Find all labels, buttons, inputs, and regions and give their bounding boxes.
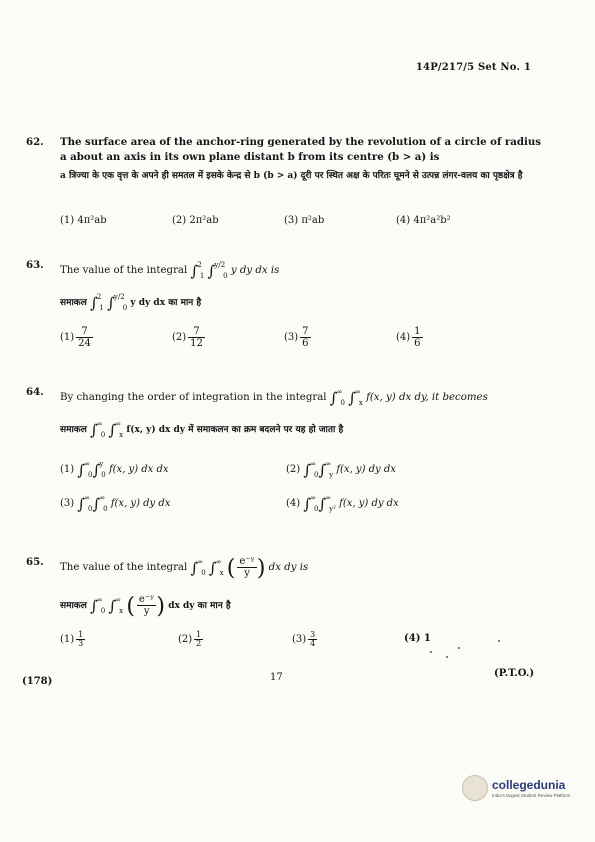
option-1: (1) 4π²ab <box>60 215 107 226</box>
pto-label: (P.T.O.) <box>494 668 535 679</box>
integral-sign: ∫ <box>90 597 98 615</box>
question-number: 64. <box>26 386 44 398</box>
option-2: (2) ∫∞0∫∞y f(x, y) dy dx <box>286 460 396 479</box>
option-2: (2) 2π²ab <box>172 215 219 226</box>
option-3: (3) ∫∞0∫∞0 f(x, y) dy dx <box>60 494 171 513</box>
integral-sign: ∫ <box>348 389 357 407</box>
option-1: (1) ∫∞0∫y0 f(x, y) dx dx <box>60 460 169 479</box>
question-text-en: By changing the order of integration in the integral <box>60 392 327 403</box>
question-number: 63. <box>26 259 44 271</box>
option-4: (4) 1 <box>404 633 431 644</box>
option-1: (1) $\frac{7}{24}$ <box>60 326 91 349</box>
option-3: (3) $\frac{7}{6}$ <box>284 326 309 349</box>
integrand-hi: dx dy का मान है <box>168 601 231 611</box>
integrand-hi: y dy dx का मान है <box>130 298 202 308</box>
question-text-hi: समाकल <box>60 601 87 611</box>
integral-sign: ∫ <box>108 597 117 615</box>
question-number: 62. <box>26 136 44 148</box>
collegedunia-logo: collegedunia India's largest Student Review Platform <box>462 772 582 812</box>
question-text-en: The value of the integral <box>60 265 188 276</box>
integral-sign: ∫ <box>190 559 199 577</box>
integral-sign: ∫ <box>90 421 98 439</box>
option-4: (4) $\frac{1}{6}$ <box>396 326 421 349</box>
option-3: (3) π²ab <box>284 215 325 226</box>
question-text-en: The value of the integral <box>60 562 188 573</box>
integral-sign: ∫ <box>107 294 115 312</box>
set-number: 14P/217/5 Set No. 1 <box>415 62 531 73</box>
paper-code: (178) <box>22 676 53 687</box>
option-2: (2) $\frac{7}{12}$ <box>172 326 203 349</box>
question-text-hi: समाकल <box>60 425 87 435</box>
integral-sign: ∫ <box>329 389 338 407</box>
integrand: dx dy is <box>268 562 309 573</box>
option-4: (4) 4π²a²b² <box>396 215 451 226</box>
integrand: f(x, y) dx dy, it becomes <box>366 392 488 403</box>
logo-icon <box>462 775 488 801</box>
integrand-hi: f(x, y) dx dy में समाकलन का क्रम बदलने पर यह हो जाता है <box>126 425 344 435</box>
integral-sign: ∫ <box>208 559 217 577</box>
question-text-hi: समाकल <box>60 298 87 308</box>
question-number: 65. <box>26 556 44 568</box>
integral-sign: ∫ <box>90 294 98 312</box>
integral-sign: ∫ <box>108 421 117 439</box>
question-text-hi: a त्रिज्या के एक वृत्त के अपने ही समतल में इसके केन्द्र से b (b > a) दूरी पर स्थित अक्ष के परितः घूमने से उत्पन्न लंगर-वलय का पृष्ठक्षेत्र है <box>60 171 523 181</box>
option-2: (2) $\frac{1}{2}$ <box>178 630 202 648</box>
option-4: (4) ∫∞0∫∞y² f(x, y) dy dx <box>286 494 399 513</box>
page-number: 17 <box>270 672 283 683</box>
integral-sign: ∫ <box>190 262 199 280</box>
question-text-en: The surface area of the anchor-ring generated by the revolution of a circle of radius a about an axis in its own plane distant b from its centre (b > a) is <box>60 136 541 163</box>
integral-sign: ∫ <box>207 262 216 280</box>
option-1: (1) $\frac{1}{3}$ <box>60 630 84 648</box>
option-3: (3) $\frac{3}{4}$ <box>292 630 316 648</box>
integrand: y dy dx is <box>230 265 280 276</box>
